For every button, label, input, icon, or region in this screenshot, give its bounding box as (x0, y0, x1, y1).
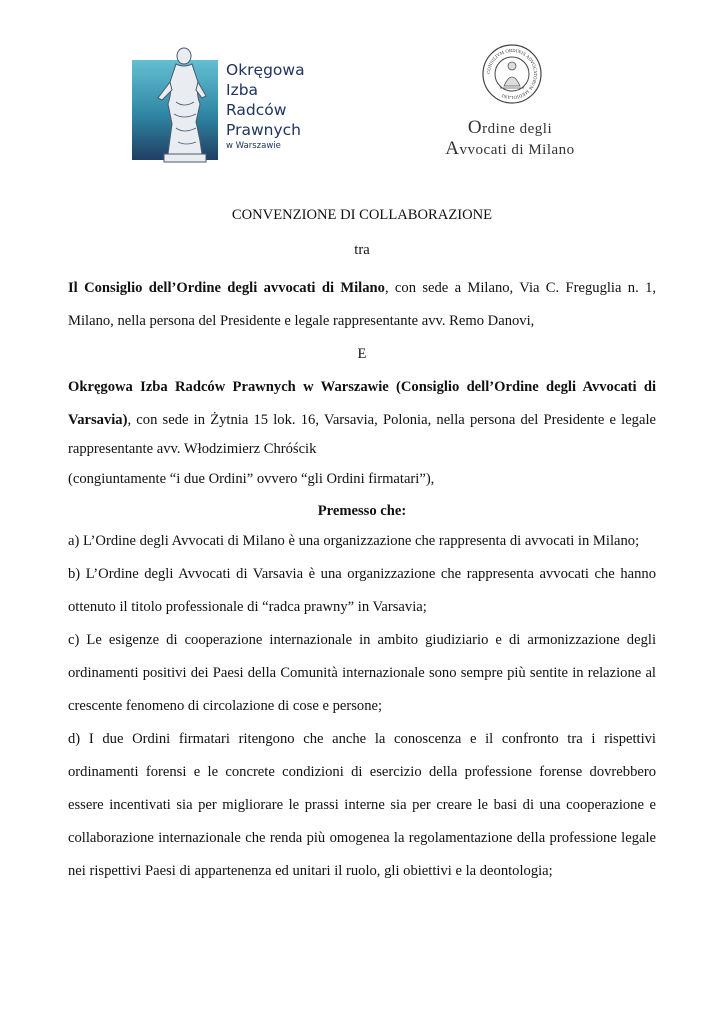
premise-b-line-2: ottenuto il titolo professionale di “radca prawny” in Varsavia; (68, 599, 427, 615)
party-1-address: , con sede a Milano, Via C. Freguglia n. 1, (384, 280, 657, 296)
okirp-line-3: Radców (226, 101, 287, 119)
party-2-address: , con sede in Żytnia 15 lok. 16, Varsavia, Polonia, nella persona del Presidente e legale (127, 412, 656, 428)
okirp-city: w Warszawie (226, 141, 281, 151)
premise-b-line-1: b) L’Ordine degli Avvocati di Varsavia è una organizzazione che rappresenta avvocati che hanno (68, 566, 656, 582)
okirp-line-2: Izba (226, 81, 259, 99)
svg-text:CONSILIVM ORDINIS ADVOCATORVM: CONSILIVM ORDINIS ADVOCATORVM MEDIOLANI (485, 47, 539, 101)
justice-statue-icon (146, 42, 216, 164)
party-1-name: Il Consiglio dell’Ordine degli avvocati di Milano (68, 280, 385, 296)
document-title: CONVENZIONE DI COLLABORAZIONE (231, 207, 493, 223)
party-2-name-line-1: Okręgowa Izba Radców Prawnych w Warszawie (Consiglio dell’Ordine degli Avvocati di (68, 379, 656, 395)
premise-c-line-2: ordinamenti positivi dei Paesi della Comunità internazionale sono sempre più sentite in relazione al (68, 665, 656, 681)
oam-wordmark (420, 118, 600, 160)
party-2 (68, 371, 656, 437)
okirp-line-1: Okręgowa (226, 61, 305, 79)
premise-d-line-3: essere incentivati sia per migliorare le prassi interne sia per creare le basi di una cooperazione e (68, 797, 656, 813)
okirp-logo (132, 42, 332, 164)
oam-seal-icon (482, 44, 542, 104)
tra-text: tra (354, 242, 370, 258)
premises-list (68, 525, 656, 888)
premise-d-line-2: ordinamenti forensi e le concrete condizioni di esercizio della professione forense dovrebbero (68, 764, 656, 780)
party-2-representative: rappresentante avv. Włodzimierz Chróścik (68, 441, 317, 457)
oam-logo (420, 44, 600, 162)
premise-d-line-4: collaborazione internazionale che renda più omogenea la regolamentazione della professione legale (68, 830, 656, 846)
premise-d-line-5: nei rispettivi Paesi di appartenenza ed unitari il ruolo, gli obiettivi e la deontologia; (68, 863, 553, 879)
party-2-name-line-2: Varsavia) (68, 412, 128, 428)
document-body (68, 203, 656, 888)
party-1 (68, 272, 656, 338)
oam-line-2: Avvocati di Milano (445, 138, 575, 159)
premise-d-line-1: d) I due Ordini firmatari ritengono che anche la conoscenza e il confronto tra i rispettivi (68, 731, 656, 747)
premise-c-line-3: crescente fenomeno di circolazione di cose e persone; (68, 698, 383, 714)
oam-line-1: Ordine degli (467, 117, 553, 138)
okirp-wordmark (226, 60, 305, 152)
premise-a: a) L’Ordine degli Avvocati di Milano è una organizzazione che rappresenta di avvocati in Milano; (68, 533, 640, 549)
party-1-representative: Milano, nella persona del Presidente e legale rappresentante avv. Remo Danovi, (68, 313, 535, 329)
jointly-clause: (congiuntamente “i due Ordini” ovvero “gli Ordini firmatari”), (68, 471, 435, 487)
e-separator: E (357, 346, 367, 362)
premesso-heading: Premesso che: (317, 503, 407, 519)
okirp-line-4: Prawnych (226, 121, 301, 139)
premise-c-line-1: c) Le esigenze di cooperazione internazionale in ambito giudiziario e di armonizzazione degli (68, 632, 656, 648)
